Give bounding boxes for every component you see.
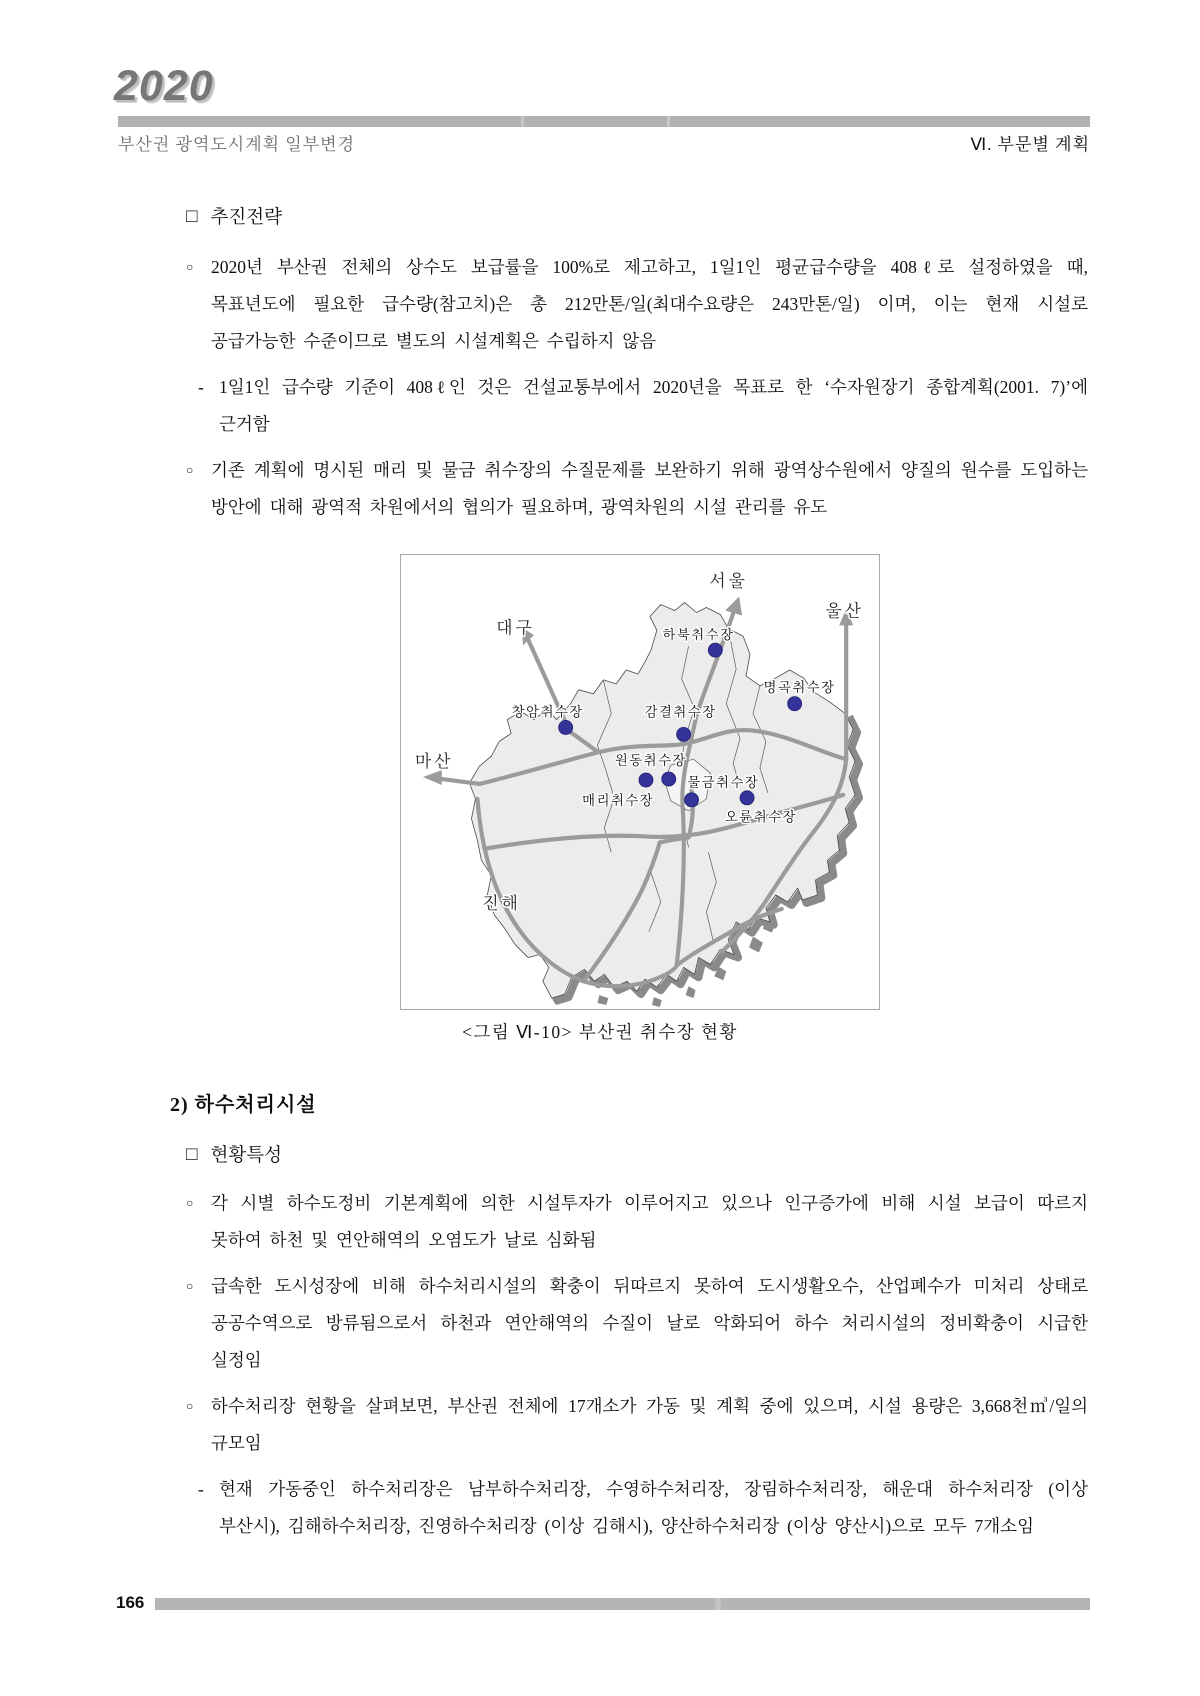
sewage-bullet-3 bbox=[186, 1388, 1088, 1462]
station-label-gamgyeol: 감결취수장 bbox=[644, 704, 717, 720]
circle-bullet-icon: ○ bbox=[186, 1279, 194, 1293]
sewage-section bbox=[186, 1141, 1088, 1554]
strategy-bullet-2 bbox=[186, 452, 1088, 526]
sewage-section-heading: 2) 하수처리시설 bbox=[170, 1094, 317, 1116]
sewage-bullet-1-text: 각 시별 하수도정비 기본계획에 의한 시설투자가 이루어지고 있으나 인구증가에 비해 시설 보급이 따르지 못하여 하천 및 연안해역의 오염도가 날로 심화됨 bbox=[211, 1193, 1088, 1250]
city-label-masan: 마산 bbox=[414, 752, 454, 772]
square-bullet-icon: □ bbox=[186, 205, 198, 227]
header-bar-seam bbox=[521, 116, 524, 127]
header-divider-bar bbox=[118, 116, 1090, 127]
footer-bar bbox=[155, 1598, 1090, 1610]
station-label-changam: 창암취수장 bbox=[511, 704, 584, 720]
sewage-bullet-2-text: 급속한 도시성장에 비해 하수처리시설의 확충이 뒤따르지 못하여 도시생활오수, 산업폐수가 미처리 상태로 공공수역으로 방류됨으로서 하천과 연안해역의 수질이 날로 악화되어 하수 처리시설의 정비확충이 시급한 실정임 bbox=[211, 1276, 1088, 1370]
station-dot-habuk bbox=[708, 643, 722, 657]
station-dot-oryun bbox=[740, 791, 754, 805]
strategy-bullet-1 bbox=[186, 249, 1088, 360]
strategy-bullet-1-subitem bbox=[198, 369, 1088, 443]
strategy-section-title: 추진전략 bbox=[210, 208, 282, 228]
station-label-myeonggok: 명곡취수장 bbox=[763, 679, 836, 695]
strategy-section bbox=[186, 203, 1088, 535]
sewage-subsection-title: 현황특성 bbox=[210, 1146, 282, 1166]
circle-bullet-icon: ○ bbox=[186, 1196, 194, 1210]
sewage-bullet-2 bbox=[186, 1268, 1088, 1379]
busan-intake-map bbox=[401, 555, 879, 1009]
square-bullet-icon: □ bbox=[186, 1143, 198, 1165]
page-number: 166 bbox=[116, 1593, 145, 1612]
station-label-wondong: 원동취수장 bbox=[614, 753, 687, 769]
strategy-bullet-1-text: 2020년 부산권 전체의 상수도 보급률을 100%로 제고하고, 1일1인 평균급수량을 408ℓ로 설정하였을 때, 목표년도에 필요한 급수량(참고치)은 총 212만톤/일(최대수요량은 243만톤/일) 이며, 이는 현재 시설로 공급가능한 수준이므로 별도의 시설계획은 수립하지 않음 bbox=[211, 257, 1088, 351]
sewage-bullet-3-text: 하수처리장 현황을 살펴보면, 부산권 전체에 17개소가 가동 및 계획 중에 있으며, 시설 용량은 3,668천㎥/일의 규모임 bbox=[211, 1396, 1088, 1453]
chapter-title: Ⅵ. 부문별 계획 bbox=[970, 135, 1090, 154]
station-label-oryun: 오륜취수장 bbox=[724, 809, 797, 825]
city-label-ulsan: 울산 bbox=[825, 601, 864, 621]
circle-bullet-icon: ○ bbox=[186, 1399, 194, 1413]
station-label-habuk: 하북취수장 bbox=[662, 627, 735, 643]
sewage-subsection-label bbox=[186, 1141, 1088, 1167]
running-header bbox=[118, 130, 1090, 155]
seoul-arrowhead bbox=[725, 597, 742, 616]
figure-caption: <그림 Ⅵ-10> 부산권 취수장 현황 bbox=[462, 1022, 738, 1042]
dash-bullet-icon: - bbox=[198, 377, 204, 397]
station-dot-mulgeum bbox=[685, 793, 699, 807]
sewage-bullet-3-subitem-text: 현재 가동중인 하수처리장은 남부하수처리장, 수영하수처리장, 장림하수처리장, 해운대 하수처리장 (이상 부산시), 김해하수처리장, 진영하수처리장 (이상 김해시), 양산하수처리장 (이상 양산시)으로 모두 7개소임 bbox=[219, 1479, 1088, 1536]
strategy-section-label bbox=[186, 203, 1088, 229]
intake-station-map-figure bbox=[400, 554, 880, 1010]
strategy-bullet-1-subitem-text: 1일1인 급수량 기준이 408ℓ인 것은 건설교통부에서 2020년을 목표로 한 ‘수자원장기 종합계획(2001. 7)’에 근거함 bbox=[219, 377, 1088, 434]
strategy-bullet-2-text: 기존 계획에 명시된 매리 및 물금 취수장의 수질문제를 보완하기 위해 광역상수원에서 양질의 원수를 도입하는 방안에 대해 광역적 차원에서의 협의가 필요하며, 광역차원의 시설 관리를 유도 bbox=[211, 460, 1088, 517]
city-label-seoul: 서울 bbox=[709, 571, 748, 591]
report-logo-2020: 2020 bbox=[114, 62, 214, 110]
header-bar-seam bbox=[667, 116, 670, 127]
circle-bullet-icon: ○ bbox=[186, 260, 194, 274]
station-label-mulgeum: 물금취수장 bbox=[687, 774, 760, 790]
station-label-maeri: 매리취수장 bbox=[582, 792, 655, 808]
station-dot-gamgyeol bbox=[677, 727, 691, 741]
document-title: 부산권 광역도시계획 일부변경 bbox=[118, 135, 355, 154]
station-dot-wondong bbox=[662, 772, 676, 786]
sewage-bullet-1 bbox=[186, 1185, 1088, 1259]
station-dot-changam bbox=[559, 721, 573, 735]
city-label-jinhae: 진해 bbox=[482, 893, 521, 913]
dash-bullet-icon: - bbox=[198, 1479, 204, 1499]
sewage-bullet-3-subitem bbox=[198, 1471, 1088, 1545]
circle-bullet-icon: ○ bbox=[186, 463, 194, 477]
city-label-daegu: 대구 bbox=[496, 618, 535, 638]
masan-arrowhead bbox=[423, 770, 442, 785]
station-dot-myeonggok bbox=[788, 697, 802, 711]
station-dot-maeri bbox=[639, 773, 653, 787]
